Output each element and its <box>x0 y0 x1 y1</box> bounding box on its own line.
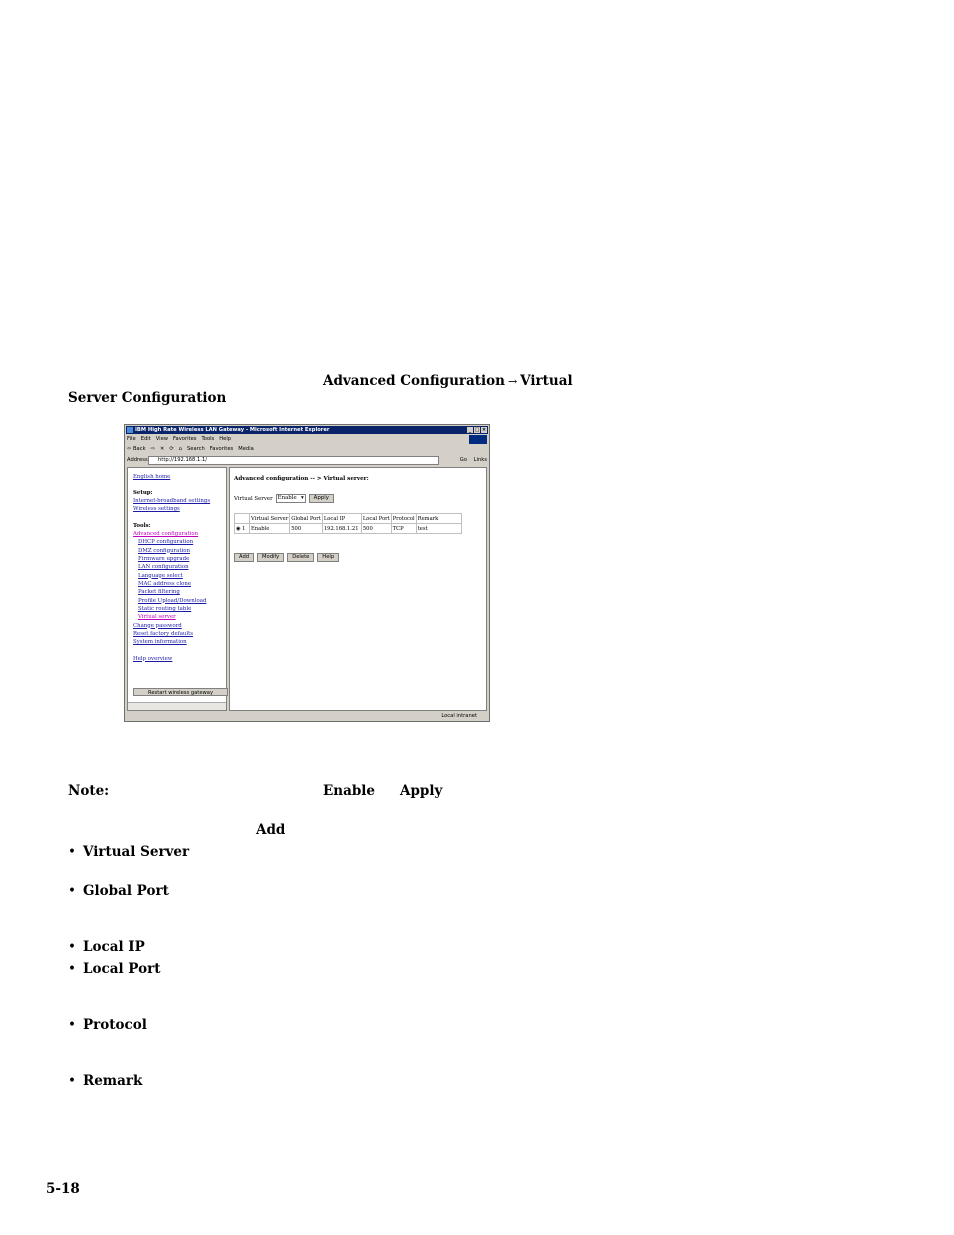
page-number: 5-18 <box>46 1181 80 1197</box>
bullet-text: Global Port <box>83 883 169 899</box>
restart-gateway-button[interactable]: Restart wireless gateway <box>133 688 228 696</box>
nav-wireless-settings[interactable]: Wireless settings <box>133 506 180 512</box>
table-action-buttons <box>234 553 339 562</box>
nav-system-info[interactable]: System information <box>133 639 187 645</box>
address-bar <box>127 455 487 465</box>
virtual-server-select[interactable] <box>276 494 306 503</box>
virtual-server-control <box>234 494 334 503</box>
table-cell: 500 <box>361 524 391 534</box>
nav-change-password[interactable]: Change password <box>133 622 182 629</box>
table-cell: Enable <box>250 524 290 534</box>
maximize-icon[interactable]: □ <box>474 427 480 433</box>
browser-toolbar <box>127 445 254 454</box>
nav-firmware[interactable]: Firmware upgrade <box>138 556 190 562</box>
back-button[interactable]: ⇦ Back <box>127 446 146 452</box>
nav-setup-heading: Setup: <box>133 490 153 496</box>
bullet-text: Virtual Server <box>83 844 190 860</box>
chevron-down-icon: ▾ <box>300 495 304 501</box>
table-header-row <box>235 514 462 524</box>
nav-dhcp[interactable]: DHCP configuration <box>138 539 194 545</box>
nav-language[interactable]: Language select <box>138 572 183 579</box>
status-bar <box>127 712 487 720</box>
media-button[interactable]: Media <box>238 446 254 452</box>
windows-logo-icon <box>469 435 487 444</box>
address-input[interactable]: http://192.168.1.1/ <box>148 456 439 465</box>
nav-lan[interactable]: LAN configuration <box>138 564 189 570</box>
nav-english-home[interactable]: English home <box>133 474 171 480</box>
nav-advanced-configuration[interactable]: Advanced configuration <box>133 531 199 537</box>
browser-screenshot <box>124 424 490 722</box>
bullet-text: Remark <box>83 1073 143 1089</box>
note-apply: Apply <box>400 783 443 799</box>
bullet-local-port: • Local Port <box>68 961 161 977</box>
table-header <box>235 514 250 524</box>
bullet-global-port: • Global Port <box>68 883 169 899</box>
menu-favorites[interactable]: Favorites <box>173 436 197 442</box>
menu-path-line2: Server Configuration <box>68 390 227 406</box>
bullet-local-ip: • Local IP <box>68 939 145 955</box>
menu-bar <box>127 435 231 443</box>
menu-view[interactable]: View <box>155 436 169 442</box>
stop-button[interactable]: ✕ <box>159 446 165 452</box>
menu-help[interactable]: Help <box>219 436 232 442</box>
menu-edit[interactable]: Edit <box>140 436 151 442</box>
help-button[interactable]: Help <box>317 553 339 562</box>
navigation-pane <box>127 467 227 711</box>
nav-dmz[interactable]: DMZ configuration <box>138 547 190 554</box>
table-cell: 500 <box>290 524 323 534</box>
content-title: Advanced configuration -- > Virtual server: <box>234 476 369 482</box>
window-title: IBM High Rate Wireless LAN Gateway - Microsoft Internet Explorer <box>135 427 330 433</box>
home-button[interactable]: ⌂ <box>178 446 182 452</box>
forward-button[interactable]: ⇨ <box>150 446 155 452</box>
nav-reset-defaults[interactable]: Reset factory defaults <box>133 631 194 637</box>
nav-profile[interactable]: Profile Upload/Download <box>138 597 207 604</box>
nav-help-overview[interactable]: Help overview <box>133 655 173 662</box>
table-row[interactable] <box>235 524 462 534</box>
bullet-text: Protocol <box>83 1017 147 1033</box>
apply-button[interactable]: Apply <box>309 494 334 503</box>
table-header: Global Port <box>291 515 321 522</box>
table-cell: 192.168.1.21 <box>322 524 361 534</box>
minimize-icon[interactable]: _ <box>468 427 472 433</box>
links-button[interactable]: Links <box>473 457 487 463</box>
table-header: Virtual Server <box>251 515 289 522</box>
menu-path-advanced: Advanced Configuration <box>323 373 505 389</box>
nav-virtual-server[interactable]: Virtual server <box>138 614 176 620</box>
close-icon[interactable]: × <box>481 427 487 433</box>
go-button[interactable]: Go <box>459 457 467 463</box>
note-add: Add <box>256 822 286 838</box>
nav-mac-clone[interactable]: MAC address clone <box>138 581 192 587</box>
virtual-server-value: Enable <box>277 495 297 501</box>
menu-path-line1 <box>323 373 573 389</box>
address-label: Address <box>127 457 148 463</box>
table-cell: TCP <box>391 524 416 534</box>
nav-packet-filtering[interactable]: Packet filtering <box>138 589 180 595</box>
window-titlebar <box>126 426 488 434</box>
bullet-protocol: • Protocol <box>68 1017 147 1033</box>
table-header: Remark <box>416 514 461 524</box>
horizontal-scrollbar[interactable] <box>128 702 226 710</box>
row-select-radio[interactable]: ◉ 1 <box>235 524 250 534</box>
arrow-icon: → <box>507 375 518 388</box>
bullet-text: Local Port <box>83 961 161 977</box>
nav-internet-settings[interactable]: Internet-broadband settings <box>133 498 211 504</box>
status-zone: Local intranet <box>441 713 477 719</box>
table-header: Protocol <box>392 515 415 522</box>
window-controls <box>467 427 487 433</box>
nav-tools-heading: Tools: <box>133 523 151 529</box>
ie-logo-icon <box>127 427 133 433</box>
favorites-button[interactable]: Favorites <box>209 446 234 452</box>
table-header: Local IP <box>322 514 361 524</box>
virtual-server-table <box>234 513 462 534</box>
bullet-remark: • Remark <box>68 1073 143 1089</box>
virtual-server-label: Virtual Server <box>234 495 273 502</box>
add-button[interactable]: Add <box>234 553 254 562</box>
delete-button[interactable]: Delete <box>287 553 314 562</box>
search-button[interactable]: Search <box>186 446 205 452</box>
nav-static-routing[interactable]: Static routing table <box>138 606 192 612</box>
menu-file[interactable]: File <box>127 436 136 442</box>
bullet-virtual-server: • Virtual Server <box>68 844 190 860</box>
bullet-text: Local IP <box>83 939 145 955</box>
menu-tools[interactable]: Tools <box>201 436 215 442</box>
content-pane <box>229 467 487 711</box>
note-label: Note: <box>68 783 110 799</box>
modify-button[interactable]: Modify <box>257 553 284 562</box>
menu-path-virtual: Virtual <box>520 373 573 389</box>
table-cell: test <box>416 524 461 534</box>
refresh-button[interactable]: ⟳ <box>169 446 174 452</box>
table-header: Local Port <box>362 515 390 522</box>
note-enable: Enable <box>323 783 376 799</box>
